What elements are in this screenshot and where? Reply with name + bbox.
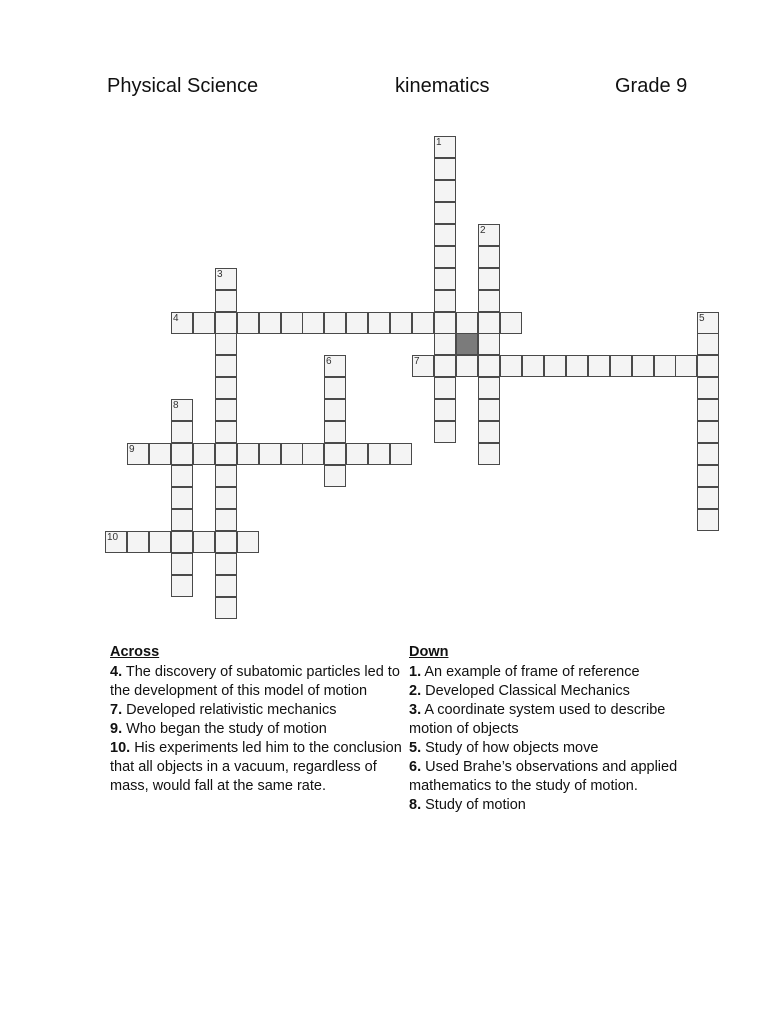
crossword-cell[interactable]	[324, 355, 346, 377]
crossword-cell[interactable]	[215, 465, 237, 487]
crossword-cell[interactable]	[434, 355, 456, 377]
crossword-blocked-cell	[456, 333, 478, 355]
crossword-cell[interactable]	[346, 312, 368, 334]
crossword-cell[interactable]	[500, 312, 522, 334]
down-clue	[409, 701, 709, 739]
cell-number: 6	[326, 356, 332, 367]
crossword-cell[interactable]	[127, 443, 149, 465]
crossword-cell[interactable]	[697, 465, 719, 487]
crossword-cell[interactable]	[324, 377, 346, 399]
across-clue	[110, 720, 402, 739]
crossword-cell[interactable]	[434, 290, 456, 312]
crossword-cell[interactable]	[434, 136, 456, 158]
crossword-cell[interactable]	[500, 355, 522, 377]
crossword-cell[interactable]	[368, 312, 390, 334]
crossword-cell[interactable]	[193, 443, 215, 465]
crossword-cell[interactable]	[697, 509, 719, 531]
crossword-cell[interactable]	[324, 399, 346, 421]
cell-number: 7	[414, 356, 420, 367]
clue-number: 9.	[110, 721, 123, 737]
crossword-cell[interactable]	[281, 443, 303, 465]
crossword-cell[interactable]	[434, 224, 456, 246]
crossword-cell[interactable]	[478, 443, 500, 465]
crossword-cell[interactable]	[390, 312, 412, 334]
crossword-cell[interactable]	[434, 180, 456, 202]
crossword-cell[interactable]	[215, 487, 237, 509]
crossword-cell[interactable]	[478, 333, 500, 355]
clue-text: Developed relativistic mechanics	[126, 702, 337, 718]
crossword-cell[interactable]	[456, 355, 478, 377]
crossword-cell[interactable]	[171, 531, 193, 553]
clue-text: An example of frame of reference	[424, 664, 640, 680]
crossword-cell[interactable]	[588, 355, 610, 377]
crossword-cell[interactable]	[302, 443, 324, 465]
crossword-cell[interactable]	[302, 312, 324, 334]
crossword-cell[interactable]	[324, 421, 346, 443]
clue-number: 3.	[409, 702, 422, 718]
clue-text: A coordinate system used to describe motion of objects	[409, 702, 666, 737]
crossword-cell[interactable]	[171, 312, 193, 334]
crossword-cell[interactable]	[675, 355, 697, 377]
crossword-cell[interactable]	[237, 312, 259, 334]
down-heading: Down	[409, 644, 449, 660]
crossword-cell[interactable]	[281, 312, 303, 334]
cell-number: 10	[107, 532, 119, 543]
crossword-cell[interactable]	[259, 312, 281, 334]
crossword-cell[interactable]	[171, 553, 193, 575]
crossword-cell[interactable]	[478, 290, 500, 312]
crossword-cell[interactable]	[478, 399, 500, 421]
crossword-cell[interactable]	[697, 377, 719, 399]
crossword-cell[interactable]	[478, 421, 500, 443]
crossword-cell[interactable]	[346, 443, 368, 465]
crossword-cell[interactable]	[149, 443, 171, 465]
clue-number: 10.	[110, 740, 131, 756]
crossword-cell[interactable]	[215, 399, 237, 421]
crossword-cell[interactable]	[610, 355, 632, 377]
crossword-cell[interactable]	[697, 487, 719, 509]
crossword-cell[interactable]	[237, 443, 259, 465]
grade-title: Grade 9	[615, 75, 688, 97]
cell-number: 2	[480, 225, 486, 236]
crossword-cell[interactable]	[478, 377, 500, 399]
crossword-cell[interactable]	[697, 312, 719, 334]
crossword-cell[interactable]	[632, 355, 654, 377]
crossword-cell[interactable]	[215, 421, 237, 443]
down-clue	[409, 663, 709, 682]
down-clue	[409, 758, 709, 796]
crossword-cell[interactable]	[478, 355, 500, 377]
down-clue	[409, 739, 709, 758]
crossword-cell[interactable]	[215, 312, 237, 334]
crossword-cell[interactable]	[259, 443, 281, 465]
crossword-cell[interactable]	[434, 399, 456, 421]
crossword-cell[interactable]	[434, 202, 456, 224]
crossword-cell[interactable]	[566, 355, 588, 377]
crossword-cell[interactable]	[697, 355, 719, 377]
crossword-cell[interactable]	[215, 531, 237, 553]
crossword-cell[interactable]	[215, 268, 237, 290]
crossword-cell[interactable]	[215, 333, 237, 355]
clue-text: The discovery of subatomic particles led to the development of this model of motion	[110, 664, 400, 699]
crossword-cell[interactable]	[434, 246, 456, 268]
crossword-cell[interactable]	[171, 421, 193, 443]
crossword-cell[interactable]	[127, 531, 149, 553]
cell-number: 1	[436, 137, 442, 148]
crossword-cell[interactable]	[368, 443, 390, 465]
across-clue	[110, 739, 402, 796]
down-clues	[409, 643, 709, 815]
crossword-cell[interactable]	[697, 333, 719, 355]
crossword-cell[interactable]	[544, 355, 566, 377]
crossword-cell[interactable]	[434, 312, 456, 334]
down-clue	[409, 682, 709, 701]
crossword-cell[interactable]	[434, 377, 456, 399]
crossword-cell[interactable]	[324, 443, 346, 465]
crossword-cell[interactable]	[478, 268, 500, 290]
crossword-cell[interactable]	[434, 421, 456, 443]
crossword-cell[interactable]	[412, 312, 434, 334]
crossword-cell[interactable]	[215, 509, 237, 531]
crossword-cell[interactable]	[478, 224, 500, 246]
crossword-cell[interactable]	[215, 377, 237, 399]
crossword-cell[interactable]	[215, 597, 237, 619]
cell-number: 5	[699, 313, 705, 324]
crossword-cell[interactable]	[215, 355, 237, 377]
crossword-cell[interactable]	[105, 531, 127, 553]
clue-number: 7.	[110, 702, 123, 718]
clue-text: Used Brahe’s observations and applied mathematics to the study of motion.	[409, 759, 678, 794]
across-clue	[110, 701, 402, 720]
clue-number: 5.	[409, 740, 422, 756]
clue-text: Study of how objects move	[425, 740, 599, 756]
clue-number: 1.	[409, 664, 422, 680]
crossword-cell[interactable]	[171, 399, 193, 421]
crossword-cell[interactable]	[697, 399, 719, 421]
crossword-cell[interactable]	[171, 465, 193, 487]
cell-number: 3	[217, 269, 223, 280]
crossword-cell[interactable]	[324, 465, 346, 487]
crossword-cell[interactable]	[171, 487, 193, 509]
crossword-cell[interactable]	[215, 443, 237, 465]
crossword-cell[interactable]	[697, 421, 719, 443]
clue-text: Study of motion	[425, 797, 526, 813]
crossword-cell[interactable]	[215, 290, 237, 312]
crossword-cell[interactable]	[478, 312, 500, 334]
clue-number: 8.	[409, 797, 422, 813]
crossword-cell[interactable]	[697, 443, 719, 465]
crossword-cell[interactable]	[522, 355, 544, 377]
crossword-cell[interactable]	[193, 531, 215, 553]
crossword-cell[interactable]	[237, 531, 259, 553]
crossword-cell[interactable]	[171, 443, 193, 465]
clue-number: 6.	[409, 759, 422, 775]
crossword-cell[interactable]	[171, 509, 193, 531]
crossword-cell[interactable]	[434, 158, 456, 180]
cell-number: 8	[173, 400, 179, 411]
cell-number: 4	[173, 313, 179, 324]
crossword-cell[interactable]	[149, 531, 171, 553]
across-clues	[110, 643, 402, 796]
crossword-cell[interactable]	[456, 312, 478, 334]
across-heading: Across	[110, 644, 160, 660]
crossword-cell[interactable]	[215, 575, 237, 597]
clue-text: Developed Classical Mechanics	[425, 683, 630, 699]
down-clue	[409, 796, 709, 815]
crossword-cell[interactable]	[478, 246, 500, 268]
crossword-cell[interactable]	[434, 268, 456, 290]
crossword-cell[interactable]	[412, 355, 434, 377]
cell-number: 9	[129, 444, 135, 455]
topic-title: kinematics	[395, 75, 490, 97]
clue-number: 4.	[110, 664, 123, 680]
clue-text: Who began the study of motion	[126, 721, 327, 737]
crossword-cell[interactable]	[654, 355, 676, 377]
clue-number: 2.	[409, 683, 422, 699]
crossword-cell[interactable]	[193, 312, 215, 334]
subject-title: Physical Science	[107, 75, 259, 97]
clue-text: His experiments led him to the conclusion that all objects in a vacuum, regardless of mass, would fall at the same rate.	[110, 740, 402, 794]
crossword-cell[interactable]	[390, 443, 412, 465]
crossword-cell[interactable]	[215, 553, 237, 575]
crossword-cell[interactable]	[434, 333, 456, 355]
across-clue	[110, 663, 402, 701]
crossword-cell[interactable]	[171, 575, 193, 597]
crossword-cell[interactable]	[324, 312, 346, 334]
